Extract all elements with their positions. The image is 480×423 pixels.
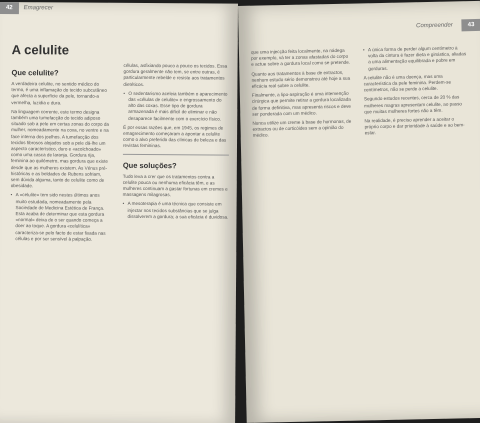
- bullet-paragraph: • A «celulite» tem sido nestes últimos anos muito estudada, nomeadamente pela Sociedade de Medicina Estética de França. Esta acaba de determinar que esta gordura «normal» deixa de o ser quando começa a doer ao toque. A gordura «celulítica» caracteriza-se pelo facto de estar fixada nas células e por ser sensível à palpação.: [10, 193, 110, 243]
- right-header: [238, 19, 480, 36]
- paragraph: células, asfixiando pouco a pouco os tecidos. Essa gordura geralmente não tem, se entre outras, é particularmente rebelde e resiste aos tratamentos dietéticos.: [123, 62, 228, 87]
- page-title: A celulite: [11, 42, 70, 58]
- bullet-paragraph: • A mesoterapia é uma técnica que consiste em injectar nos tecidos substâncias que se julga dissolverem a gordura; a sua eficácia é duvidosa.: [122, 201, 228, 220]
- paragraph: A verdadeira celulite, no sentido médico do termo, é uma inflamação do tecido subcutâneo que afecta a superfície da pele, tornando-a vermelha, luzidia e dura.: [11, 81, 107, 106]
- right-column-2: [363, 45, 469, 140]
- paragraph: Quanto aos tratamentos à base de extractos, nenhum estudo sério demonstrou até hoje a sua eficácia real sobre a celulite.: [251, 69, 351, 89]
- left-page: [0, 2, 238, 423]
- paragraph: Tudo leva a crer que os tratamentos contra a celulite pouca ou nenhuma eficácia têm, e as mulheres continuam a gastar fortunas em cremes e massagens milagrosas.: [122, 173, 228, 198]
- left-page-number: 42: [0, 2, 19, 14]
- paragraph: Na realidade, é preciso aprender a aceitar o próprio corpo e dar prioridade à saúde e ao bem-estar.: [364, 116, 465, 136]
- bullet-paragraph: • O sedentarismo aceleia também o aparecimento das «células de celulite» e engrossamento do alto das coxas. Esse tipo de gordura armazenada é mais difícil de eliminar e não desaparece facilmente com o exercício físico.: [123, 91, 229, 123]
- right-section-name: Compreender: [416, 22, 453, 30]
- paragraph: que uma injecção feita localmente, na nádega por exemplo, vá ter a zonas afastadas do corpo e actue sobre a gordura local como se pretende.: [250, 47, 351, 68]
- paragraph: A celulite não é uma doença, mas uma característica da pele feminina. Perdem-se centímetros, não se perde a celulite.: [363, 73, 452, 93]
- left-column-1: [10, 62, 111, 246]
- left-column-2: [122, 63, 229, 224]
- right-page-number: 43: [462, 19, 480, 31]
- paragraph: Na linguagem corrente, este termo designa também uma tumefacção do tecido adiposo situado sob a pele em certas zonas do corpo da mulher, nomeadamente na coxa, no ventre e na face interna dos joelhos. A tumefacção dos tecidos fibrosos alojados sob a pele dá-lhe um aspecto característico, duro e «acolchoado» como uma casca de laranja. Gordura rija, feminina ao quilómetro, mas gordura que existe desde que as mulheres existem. As Vénus pré-históricas e as beldades de Rubens sofriam, sem dúvida alguma, tanto de celulite como de obesidade.: [10, 108, 109, 189]
- right-column-1: [251, 48, 353, 143]
- paragraph: É por essas razões que, em 1945, os regimes de emagrecimento começaram a apontar a celulite como o alvo preferido das clínicas de beleza e das revistas femininas.: [122, 124, 227, 149]
- divider: [123, 154, 229, 156]
- bullet-paragraph: • A única forma de perder algum centímetro à volta da cintura é fazer dieta e ginástica, aliadas a uma alimentação equilibrada e pobre em gorduras.: [363, 45, 467, 72]
- right-page: [238, 1, 480, 423]
- paragraph: Segundo estudos recentes, cerca de 20 % das mulheres magras apresentam celulite, ao passo que muitas mulheres fortes não a têm.: [363, 94, 462, 115]
- heading-que-celulite: Que celulite?: [11, 68, 59, 78]
- paragraph: Nunca utilize um creme à base de hormonas, de extractos ou de corticóides sem a opinião do médico.: [252, 118, 352, 139]
- left-header: [0, 2, 238, 16]
- left-section-name: Emagrecer: [23, 5, 54, 12]
- paragraph: Finalmente, a lipo-aspiração é uma intervenção cirúrgica que permite retirar a gordura localizada de forma definitiva, mas apresenta riscos e deve ser ponderada com um médico.: [251, 90, 351, 117]
- heading-que-solucoes: Que soluções?: [122, 160, 177, 170]
